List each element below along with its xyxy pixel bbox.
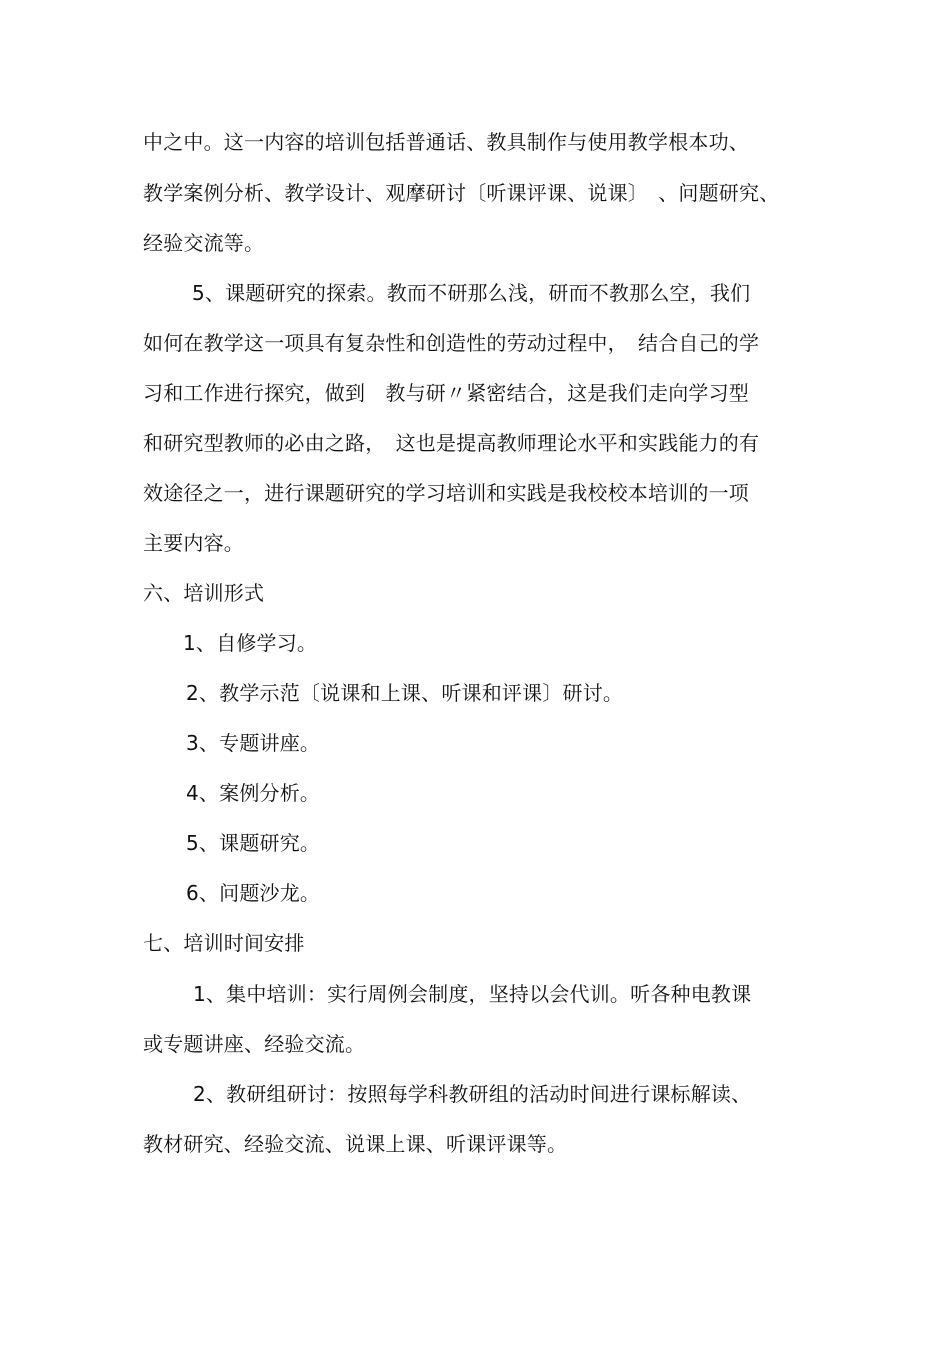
paragraph-line: 教学案例分析、教学设计、观摩研讨〔听课评课、说课〕 、问题研究、 [143,181,780,205]
section-heading: 六、培训形式 [143,581,265,605]
paragraph-line: 和研究型教师的必由之路， 这也是提高教师理论水平和实践能力的有 [143,431,760,455]
paragraph-line: 1、集中培训：实行周例会制度，坚持以会代训。听各种电教课 [193,982,752,1006]
paragraph-line: 中之中。这一内容的培训包括普通话、教具制作与使用教学根本功、 [143,130,749,154]
list-item: 2、教学示范〔说课和上课、听课和评课〕研讨。 [186,681,624,705]
list-item: 5、课题研究。 [186,831,321,855]
list-item: 1、自修学习。 [183,631,318,655]
section-heading: 七、培训时间安排 [143,931,305,955]
paragraph-line: 教材研究、经验交流、说课上课、听课评课等。 [143,1132,568,1156]
list-item: 3、专题讲座。 [186,731,321,755]
paragraph-line: 5、课题研究的探索。教而不研那么浅，研而不教那么空，我们 [192,281,751,305]
paragraph-line: 习和工作进行探究，做到 教与研〃紧密结合，这是我们走向学习型 [143,381,749,405]
paragraph-line: 主要内容。 [143,531,244,555]
paragraph-line: 2、教研组研讨：按照每学科教研组的活动时间进行课标解读、 [193,1082,752,1106]
list-item: 6、问题沙龙。 [186,881,321,905]
list-item: 4、案例分析。 [186,781,321,805]
paragraph-line: 如何在教学这一项具有复杂性和创造性的劳动过程中， 结合自己的学 [143,331,760,355]
paragraph-line: 经验交流等。 [143,231,265,255]
paragraph-line: 效途径之一，进行课题研究的学习培训和实践是我校校本培训的一项 [143,481,749,505]
paragraph-line: 或专题讲座、经验交流。 [143,1032,366,1056]
